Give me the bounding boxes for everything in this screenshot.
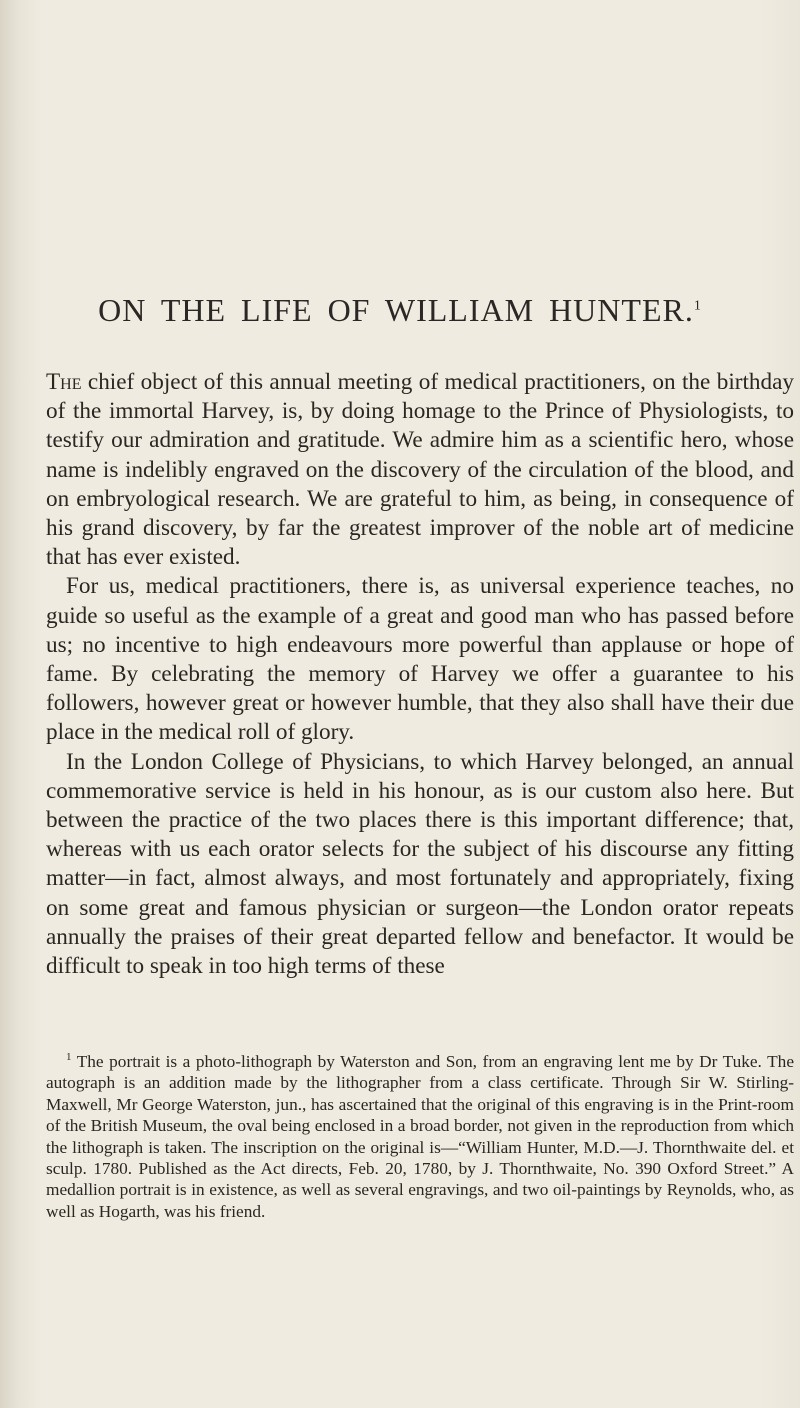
- paragraph-1-text: chief object of this annual meeting of medical practitioners, on the birthday of the immortal Harvey, is, by doing homage to the Prince of Physiologists, to testify our admiration and gratitude. We admire him as a scientific hero, whose name is indelibly engraved on the discovery of the circulation of the blood, and on embryological research. We are grateful to him, as being, in consequence of his grand discovery, by far the greatest improver of the noble art of medicine that has ever existed.: [46, 369, 794, 571]
- body-text: [46, 368, 794, 981]
- title-text: ON THE LIFE OF WILLIAM HUNTER.: [98, 292, 694, 328]
- footnote: [46, 1051, 794, 1222]
- paragraph-1: [46, 368, 794, 572]
- page-title: [0, 292, 800, 329]
- footnote-text: The portrait is a photo-lithograph by Waterston and Son, from an engraving lent me by Dr Tuke. The autograph is an addition made by the lithographer from a class certificate. Through Sir W. Stirling-Maxwell, Mr George Waterston, jun., has ascertained that the original of this engraving is in the Print-room of the British Museum, the oval being enclosed in a broad border, not given in the reproduction from which the lithograph is taken. The inscription on the original is—“William Hunter, M.D.—J. Thornthwaite del. et sculp. 1780. Published as the Act directs, Feb. 20, 1780, by J. Thornthwaite, No. 390 Oxford Street.” A medallion portrait is in existence, as well as several engravings, and two oil-paintings by Reynolds, who, as well as Hogarth, was his friend.: [46, 1052, 794, 1221]
- footnote-marker: 1: [66, 1051, 72, 1064]
- paragraph-2: For us, medical practitioners, there is, as universal experience teaches, no guide so useful as the example of a great and good man who has passed before us; no incentive to high endeavours more powerful than applause or hope of fame. By celebrating the memory of Harvey we offer a guarantee to his followers, however great or however humble, that they also shall have their due place in the medical roll of glory.: [46, 573, 794, 746]
- title-footnote-marker: 1: [693, 298, 702, 314]
- first-word: The: [46, 369, 82, 395]
- paragraph-3: In the London College of Physicians, to which Harvey belonged, an annual commemorative service is held in his honour, as is our custom also here. But between the practice of the two places there is this important difference; that, whereas with us each orator selects for the subject of his discourse any fitting matter—in fact, almost always, and most fortunately and appropriately, fixing on some great and famous physician or surgeon—the London orator repeats annually the praises of their great departed fellow and benefactor. It would be difficult to speak in too high terms of these: [46, 748, 794, 980]
